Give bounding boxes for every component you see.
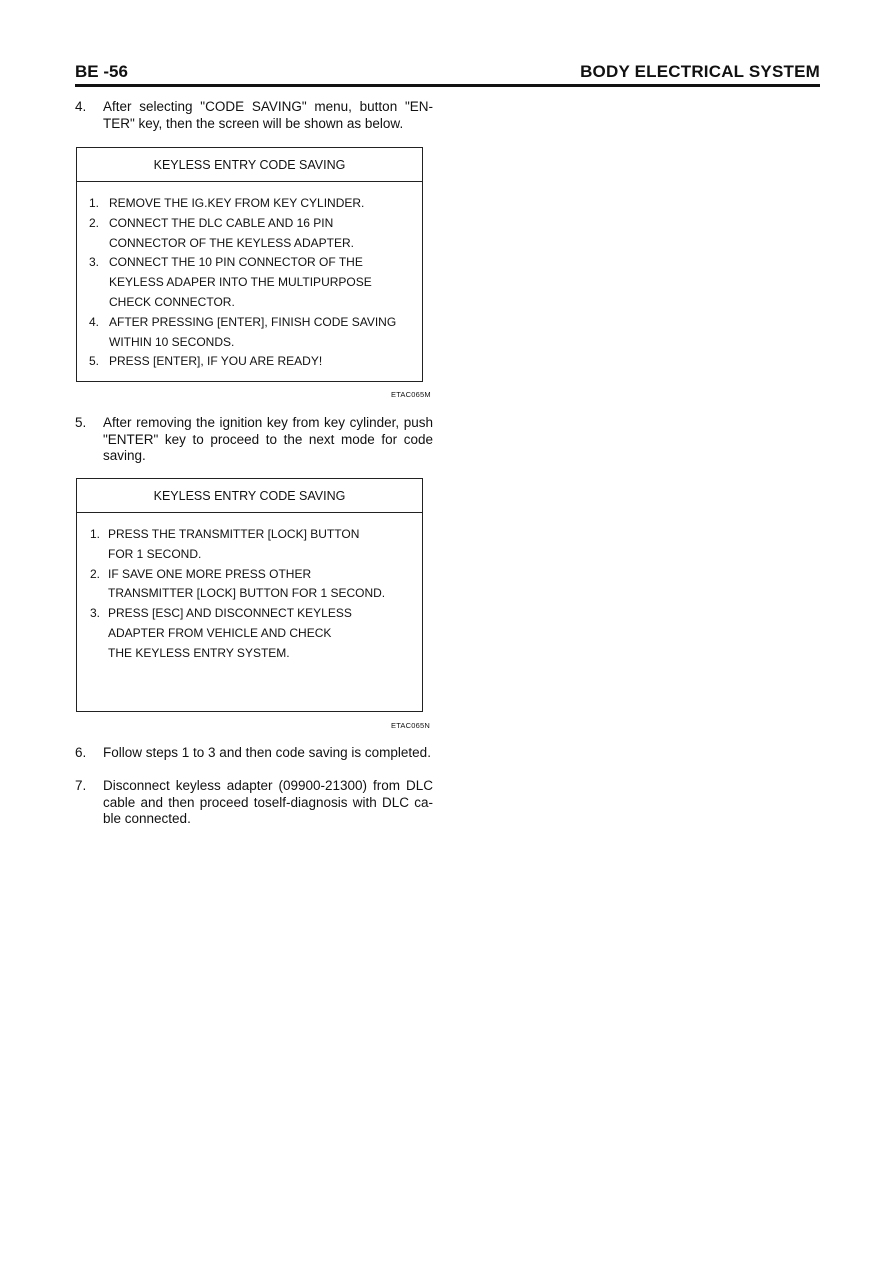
item-line: TRANSMITTER [LOCK] BUTTON FOR 1 SECOND. bbox=[108, 586, 386, 601]
item-line: WITHIN 10 SECONDS. bbox=[109, 334, 235, 349]
item-number: 4. bbox=[89, 314, 100, 329]
item-line: AFTER PRESSING [ENTER], FINISH CODE SAVING bbox=[109, 314, 397, 329]
item-line: CONNECT THE 10 PIN CONNECTOR OF THE bbox=[109, 255, 363, 270]
item-line: PRESS [ENTER], IF YOU ARE READY! bbox=[109, 354, 323, 369]
figure-code: ETAC065M bbox=[391, 390, 431, 399]
step-5 bbox=[75, 415, 433, 465]
step-text: Follow steps 1 to 3 and then code saving is completed. bbox=[103, 745, 431, 760]
screen-item bbox=[90, 525, 414, 565]
item-number: 1. bbox=[89, 196, 100, 210]
screen-item bbox=[89, 352, 414, 372]
item-line: THE KEYLESS ENTRY SYSTEM. bbox=[108, 645, 290, 660]
figure-code: ETAC065N bbox=[391, 721, 430, 730]
item-number: 3. bbox=[90, 606, 101, 621]
item-number: 2. bbox=[90, 566, 101, 581]
item-line: CONNECTOR OF THE KEYLESS ADAPTER. bbox=[109, 235, 354, 250]
step-number: 4. bbox=[75, 99, 87, 114]
item-line: CONNECT THE DLC CABLE AND 16 PIN bbox=[109, 215, 334, 230]
page-header bbox=[75, 62, 820, 87]
item-number: 1. bbox=[90, 527, 101, 541]
screen-title: KEYLESS ENTRY CODE SAVING bbox=[77, 479, 422, 513]
item-line: ADAPTER FROM VEHICLE AND CHECK bbox=[108, 625, 332, 640]
screen-code-saving-2 bbox=[76, 478, 423, 712]
item-number: 3. bbox=[89, 255, 100, 270]
item-number: 5. bbox=[89, 354, 100, 369]
screen-body bbox=[77, 182, 422, 372]
step-6 bbox=[75, 745, 433, 762]
section-title: BODY ELECTRICAL SYSTEM bbox=[580, 62, 820, 81]
screen-item bbox=[89, 253, 414, 312]
screen-item bbox=[90, 604, 414, 663]
item-number: 2. bbox=[89, 215, 100, 230]
step-text: After selecting "CODE SAVING" menu, button "EN-TER" key, then the screen will be shown as below. bbox=[103, 99, 433, 131]
screen-item bbox=[89, 313, 414, 353]
screen-code-saving-1 bbox=[76, 147, 423, 382]
step-number: 6. bbox=[75, 745, 87, 760]
screen-item bbox=[89, 194, 414, 214]
step-number: 5. bbox=[75, 415, 87, 430]
step-text: Disconnect keyless adapter (09900-21300) from DLC cable and then proceed toself-diagnosis with DLC ca-ble connected. bbox=[103, 778, 433, 826]
step-4 bbox=[75, 99, 433, 132]
step-7 bbox=[75, 778, 433, 828]
item-line: PRESS [ESC] AND DISCONNECT KEYLESS bbox=[108, 606, 352, 621]
step-text: After removing the ignition key from key cylinder, push "ENTER" key to proceed to the next mode for code saving. bbox=[103, 415, 433, 463]
step-number: 7. bbox=[75, 778, 87, 793]
item-line: REMOVE THE IG.KEY FROM KEY CYLINDER. bbox=[109, 196, 365, 210]
screen-title: KEYLESS ENTRY CODE SAVING bbox=[77, 148, 422, 182]
item-line: FOR 1 SECOND. bbox=[108, 546, 202, 561]
item-line: CHECK CONNECTOR. bbox=[109, 294, 235, 309]
screen-item bbox=[89, 214, 414, 254]
page-number: BE -56 bbox=[75, 62, 128, 81]
screen-body bbox=[77, 513, 422, 664]
screen-item bbox=[90, 565, 414, 605]
item-line: IF SAVE ONE MORE PRESS OTHER bbox=[108, 566, 312, 581]
item-line: PRESS THE TRANSMITTER [LOCK] BUTTON bbox=[108, 527, 360, 541]
item-line: KEYLESS ADAPER INTO THE MULTIPURPOSE bbox=[109, 275, 372, 290]
